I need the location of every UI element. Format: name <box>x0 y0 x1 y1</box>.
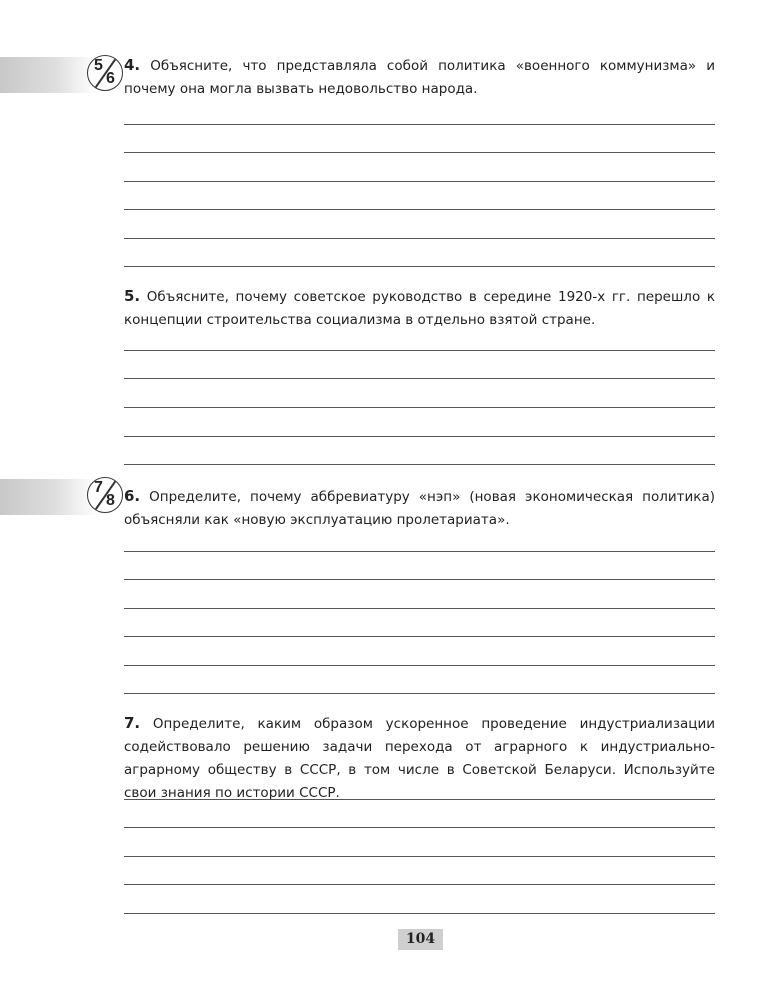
answer-line[interactable] <box>124 551 715 552</box>
answer-line[interactable] <box>124 209 715 210</box>
answer-line[interactable] <box>124 856 715 857</box>
answer-line[interactable] <box>124 693 715 694</box>
badge-bottom-number: 8 <box>106 492 115 509</box>
question-text: Определите, каким образом ускоренное проведение индустриализации содействовало решению задачи перехода от аграрного к индустриально-аграрному обществу в СССР, в том числе в Советской Беларуси. Используйте свои знания по истории СССР. <box>124 716 716 801</box>
section-tab <box>0 57 100 93</box>
answer-line[interactable] <box>124 636 715 637</box>
answer-line[interactable] <box>124 436 715 437</box>
badge-top-number: 5 <box>94 57 103 74</box>
question-number: 7. <box>124 714 141 732</box>
answer-line[interactable] <box>124 827 715 828</box>
answer-line[interactable] <box>124 238 715 239</box>
answer-line[interactable] <box>124 608 715 609</box>
answer-line[interactable] <box>124 181 715 182</box>
question-text: Объясните, почему советское руководство в середине 1920-х гг. перешло к концепции строительства социализма в отдельно взятой стране. <box>124 289 715 328</box>
question-7 <box>124 712 715 805</box>
question-text: Определите, почему аббревиатуру «нэп» (новая экономическая политика) объясняли как «новую эксплуатацию пролетариата». <box>124 489 715 528</box>
page-number: 104 <box>398 929 443 950</box>
answer-line[interactable] <box>124 799 715 800</box>
answer-line[interactable] <box>124 884 715 885</box>
answer-line[interactable] <box>124 579 715 580</box>
question-number: 4. <box>124 56 141 74</box>
answer-line[interactable] <box>124 407 715 408</box>
answer-line[interactable] <box>124 152 715 153</box>
answer-line[interactable] <box>124 124 715 125</box>
question-number: 5. <box>124 287 141 305</box>
answer-line[interactable] <box>124 464 715 465</box>
badge-top-number: 7 <box>94 479 103 496</box>
badge-bottom-number: 6 <box>106 70 115 87</box>
question-6 <box>124 485 715 532</box>
answer-line[interactable] <box>124 913 715 914</box>
question-text: Объясните, что представляла собой политика «военного коммунизма» и почему она могла вызвать недовольство народа. <box>124 58 715 97</box>
question-number: 6. <box>124 487 141 505</box>
answer-line[interactable] <box>124 378 715 379</box>
grade-badge-5-6 <box>87 55 123 91</box>
answer-line[interactable] <box>124 266 715 267</box>
question-5 <box>124 285 715 332</box>
grade-badge-7-8 <box>87 477 123 513</box>
question-4 <box>124 54 715 101</box>
answer-line[interactable] <box>124 665 715 666</box>
section-tab <box>0 479 100 515</box>
answer-line[interactable] <box>124 350 715 351</box>
